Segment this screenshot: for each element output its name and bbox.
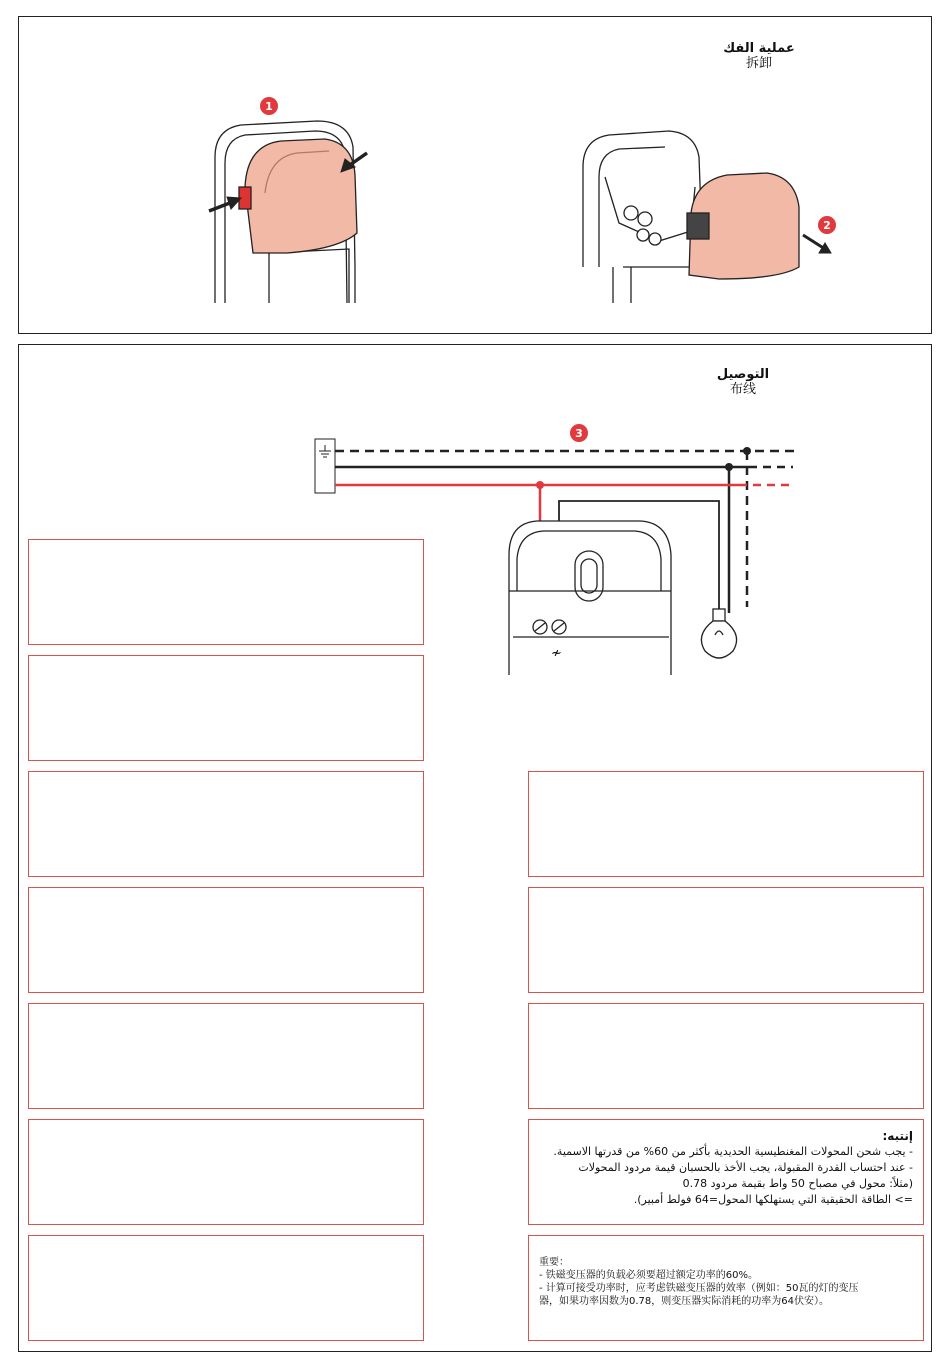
note-ar-line: - يجب شحن المحولات المغنطيسية الحديدية بأكثر من 60% من قدرتها الاسمية. [553,1145,913,1158]
note-zh-line: - 计算可接受功率时，应考虑铁磁变压器的效率（例如：50瓦的灯的变压 [539,1283,859,1294]
info-box [28,1119,424,1225]
step-badge-2 [818,216,836,234]
ground-icon [315,439,335,493]
terminal-symbol: ≁ [551,646,562,661]
info-box [28,539,424,645]
info-box [28,771,424,877]
info-box [28,1235,424,1341]
info-box [28,655,424,761]
info-box [528,771,924,877]
info-box [528,887,924,993]
svg-text:3: 3 [575,427,583,440]
svg-text:2: 2 [823,219,831,232]
wiring-panel [18,344,932,1352]
arrow-icon [803,235,831,253]
removal-title-ar: عملية الفك [723,41,795,56]
press-clips-illustration [19,17,933,335]
wiring-title-zh: 布线 [729,382,756,397]
lamp-icon [701,609,736,658]
step-badge-1 [260,97,278,115]
wiring-title-ar: التوصيل [716,367,770,382]
warning-note-ar [528,1119,924,1225]
note-ar-line: - عند احتساب القدرة المقبولة، يجب الأخذ بالحسبان قيمة مردود المحولات [578,1161,913,1174]
cap-right [687,173,799,279]
dimmer-device [509,521,671,675]
removal-title-zh: 拆卸 [745,56,772,71]
cap-left [239,139,357,253]
note-ar-line: (مثلاً: محول في مصباح 50 واط بقيمة مردود 0.78 [682,1177,913,1190]
note-ar-line: => الطاقة الحقيقية التي يستهلكها المحول=64 فولط أمبير). [633,1193,913,1206]
note-ar-heading: إنتبه: [882,1129,913,1143]
note-zh-heading: 重要： [539,1257,569,1268]
removal-panel [18,16,932,334]
info-box [528,1003,924,1109]
info-box [28,1003,424,1109]
step-badge-3 [570,424,588,442]
note-zh-line: - 铁磁变压器的负载必须要超过额定功率的60%。 [539,1270,759,1281]
note-zh-line: 器，如果功率因数为0.78，则变压器实际消耗的功率为64伏安）。 [539,1296,829,1307]
warning-note-zh [528,1235,924,1341]
svg-text:1: 1 [265,100,273,113]
info-box [28,887,424,993]
